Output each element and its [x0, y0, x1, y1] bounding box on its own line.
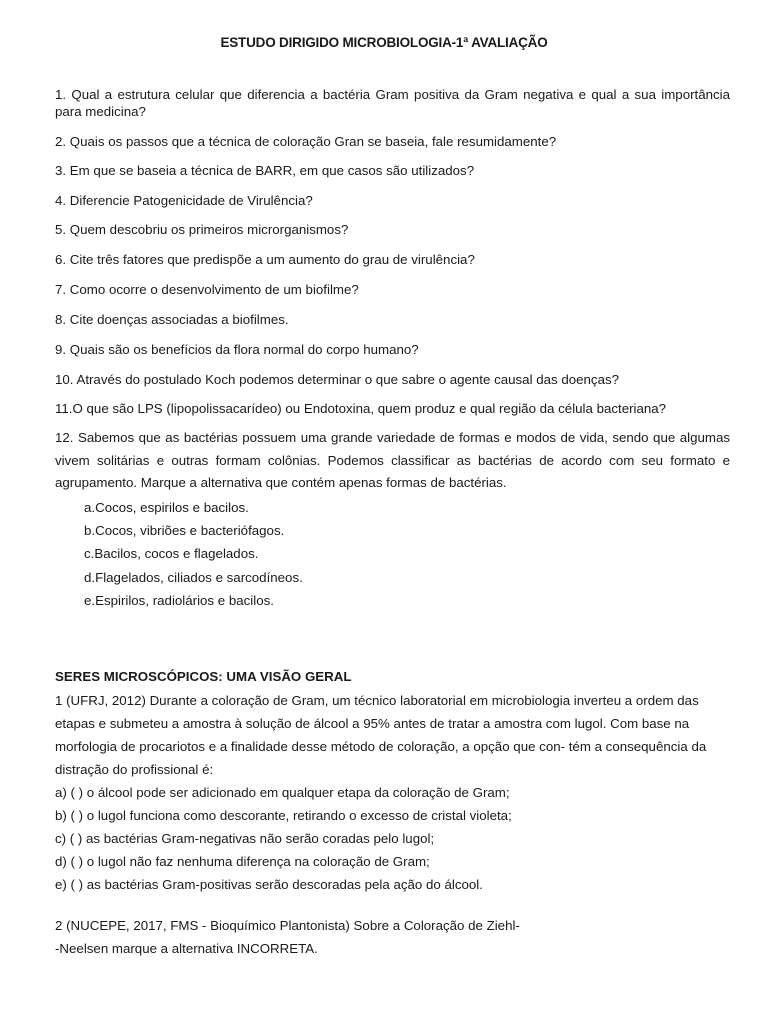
question-7: 7. Como ocorre o desenvolvimento de um biofilme? [55, 282, 359, 297]
question-4: 4. Diferencie Patogenicidade de Virulência? [55, 193, 313, 208]
question-6: 6. Cite três fatores que predispõe a um aumento do grau de virulência? [55, 252, 475, 267]
question-5: 5. Quem descobriu os primeiros microrganismos? [55, 222, 349, 237]
q12-option-b: b.Cocos, vibriões e bacteriófagos. [84, 523, 285, 538]
question-9: 9. Quais são os benefícios da flora normal do corpo humano? [55, 342, 419, 357]
q12-option-d: d.Flagelados, ciliados e sarcodíneos. [84, 570, 303, 585]
question-10: 10. Através do postulado Koch podemos determinar o que sabre o agente causal das doenças? [55, 372, 620, 387]
s2-q1-option-e: e) ( ) as bactérias Gram-positivas serão descoradas pela ação do álcool. [55, 877, 483, 892]
question-12: 12. Sabemos que as bactérias possuem uma grande variedade de formas e modos de vida, sendo que algumas vivem solitárias e outras formam colônias. Podemos classificar as bactérias de acordo com seu formato e agrupamento. Marque a alternativa que contém apenas formas de bactérias. [55, 430, 730, 490]
question-11: 11.O que são LPS (lipopolissacarídeo) ou Endotoxina, quem produz e qual região da célula bacteriana? [55, 401, 667, 416]
question-2: 2. Quais os passos que a técnica de coloração Gran se baseia, fale resumidamente? [55, 134, 557, 149]
s2-q1-option-c: c) ( ) as bactérias Gram-negativas não serão coradas pelo lugol; [55, 831, 435, 846]
question-3: 3. Em que se baseia a técnica de BARR, em que casos são utilizados? [55, 163, 475, 178]
s2-q1-option-b: b) ( ) o lugol funciona como descorante, retirando o excesso de cristal violeta; [55, 808, 512, 823]
q12-option-c: c.Bacilos, cocos e flagelados. [84, 546, 259, 561]
question-1: 1. Qual a estrutura celular que diferencia a bactéria Gram positiva da Gram negativa e qual a sua importância para medicina? [55, 87, 730, 119]
s2-question-2-line-2: -Neelsen marque a alternativa INCORRETA. [55, 941, 318, 956]
s2-q1-option-d: d) ( ) o lugol não faz nenhuma diferença na coloração de Gram; [55, 854, 430, 869]
q12-option-a: a.Cocos, espirilos e bacilos. [84, 500, 249, 515]
s2-q1-option-a: a) ( ) o álcool pode ser adicionado em qualquer etapa da coloração de Gram; [55, 785, 510, 800]
question-8: 8. Cite doenças associadas a biofilmes. [55, 312, 289, 327]
document-title: ESTUDO DIRIGIDO MICROBIOLOGIA-1ª AVALIAÇÃO [220, 35, 548, 50]
q12-option-e: e.Espirilos, radiolários e bacilos. [84, 593, 274, 608]
section-heading: SERES MICROSCÓPICOS: UMA VISÃO GERAL [55, 669, 352, 684]
section2-question-1: 1 (UFRJ, 2012) Durante a coloração de Gram, um técnico laboratorial em microbiologia inverteu a ordem das etapas e submeteu a amostra à solução de álcool a 95% antes de tratar a amostra com lugol. Com base na morfologia de procariotos e a finalidade desse método de coloração, a opção que con- tém a consequência da distração do profissional é: [55, 693, 707, 777]
s2-question-2-line-1: 2 (NUCEPE, 2017, FMS - Bioquímico Plantonista) Sobre a Coloração de Ziehl- [55, 918, 520, 933]
